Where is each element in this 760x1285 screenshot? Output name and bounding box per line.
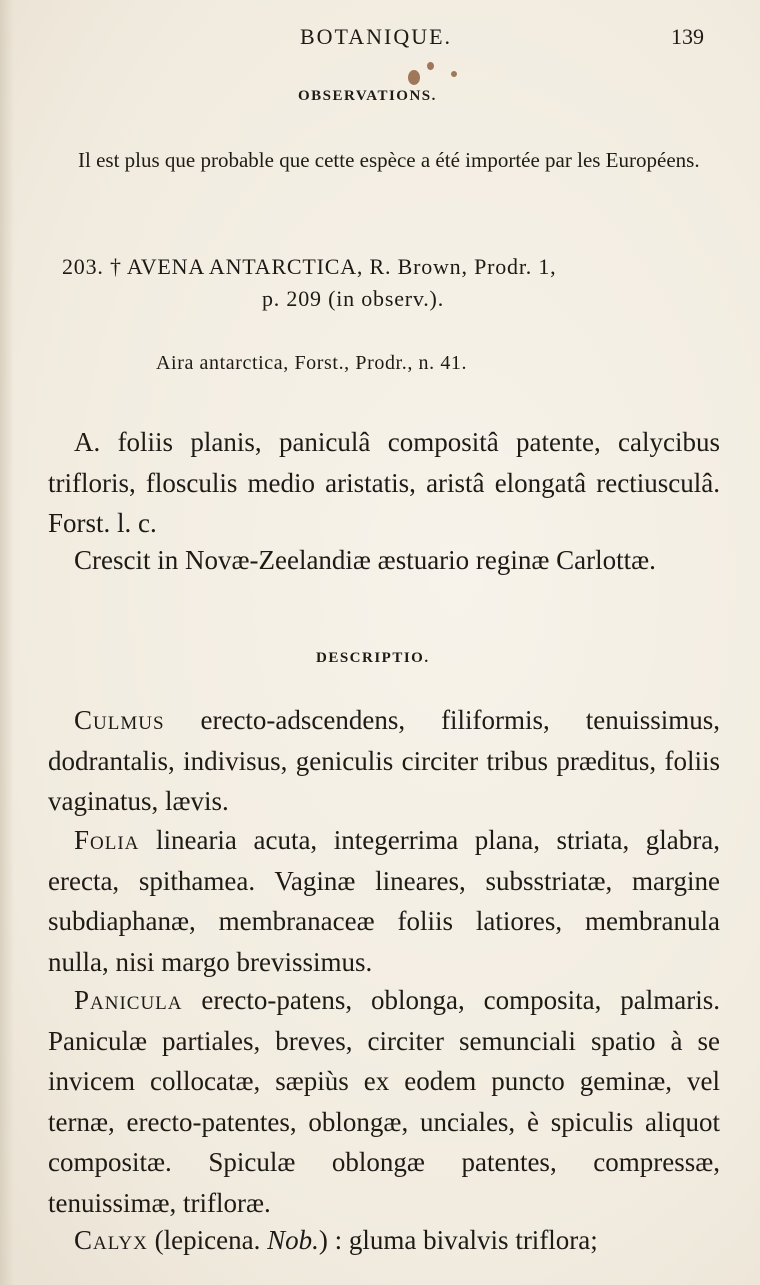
folia-term: Folia	[74, 825, 140, 855]
ink-stain	[451, 71, 457, 77]
calyx-text-italic: Nob.	[267, 1225, 319, 1255]
ink-stain	[408, 70, 420, 85]
habitat-paragraph: Crescit in Novæ-Zeelandiæ æstuario reginæ Carlottæ.	[74, 545, 656, 575]
culmus-text: erecto-adscendens, filiformis, tenuissimus, dodrantalis, indivisus, geniculis circiter tribus præditus, foliis vaginatus, lævis.	[48, 705, 721, 816]
species-entry-title: 203. † AVENA ANTARCTICA, R. Brown, Prodr. 1,	[62, 254, 557, 279]
page-number: 139	[671, 24, 704, 49]
calyx-term: Calyx	[74, 1225, 148, 1255]
panicula-text: erecto-patens, oblonga, composita, palmaris. Paniculæ partiales, breves, circiter semunciali spatio à se invicem collocatæ, sæpiùs ex eodem puncto geminæ, vel ternæ, erecto-patentes, oblongæ, unciales, è spiculis aliquot compositæ. Spiculæ oblongæ patentes, compressæ, tenuissimæ, trifloræ.	[48, 985, 720, 1218]
ink-stain	[427, 62, 434, 70]
description-heading: DESCRIPTIO.	[316, 650, 430, 666]
panicula-paragraph	[48, 980, 720, 1223]
panicula-term: Panicula	[74, 985, 183, 1015]
calyx-paragraph	[48, 1220, 720, 1261]
culmus-term: Culmus	[74, 705, 165, 735]
diagnosis-paragraph: A. foliis planis, paniculâ compositâ patente, calycibus trifloris, flosculis medio aristatis, aristâ elongatâ rectiusculâ. Forst. l. c.	[48, 427, 720, 538]
running-title: BOTANIQUE.	[300, 24, 453, 49]
calyx-text-after: ) : gluma bivalvis triflora;	[318, 1225, 598, 1255]
observations-heading: OBSERVATIONS.	[298, 88, 437, 104]
folia-paragraph	[48, 820, 720, 982]
culmus-paragraph	[48, 700, 720, 822]
species-synonym: Aira antarctica, Forst., Prodr., n. 41.	[156, 352, 468, 374]
species-entry-reference: p. 209 (in observ.).	[262, 286, 444, 311]
observations-text: Il est plus que probable que cette espèce a été importée par les Européens.	[78, 148, 700, 172]
folia-text: linearia acuta, integerrima plana, striata, glabra, erecta, spithamea. Vaginæ lineares, subsstriatæ, margine subdiaphanæ, membranaceæ foliis latiores, membranula nulla, nisi margo brevissimus.	[48, 825, 720, 977]
page-spine-shadow	[0, 0, 14, 1285]
calyx-text-before: (lepicena.	[154, 1225, 261, 1255]
